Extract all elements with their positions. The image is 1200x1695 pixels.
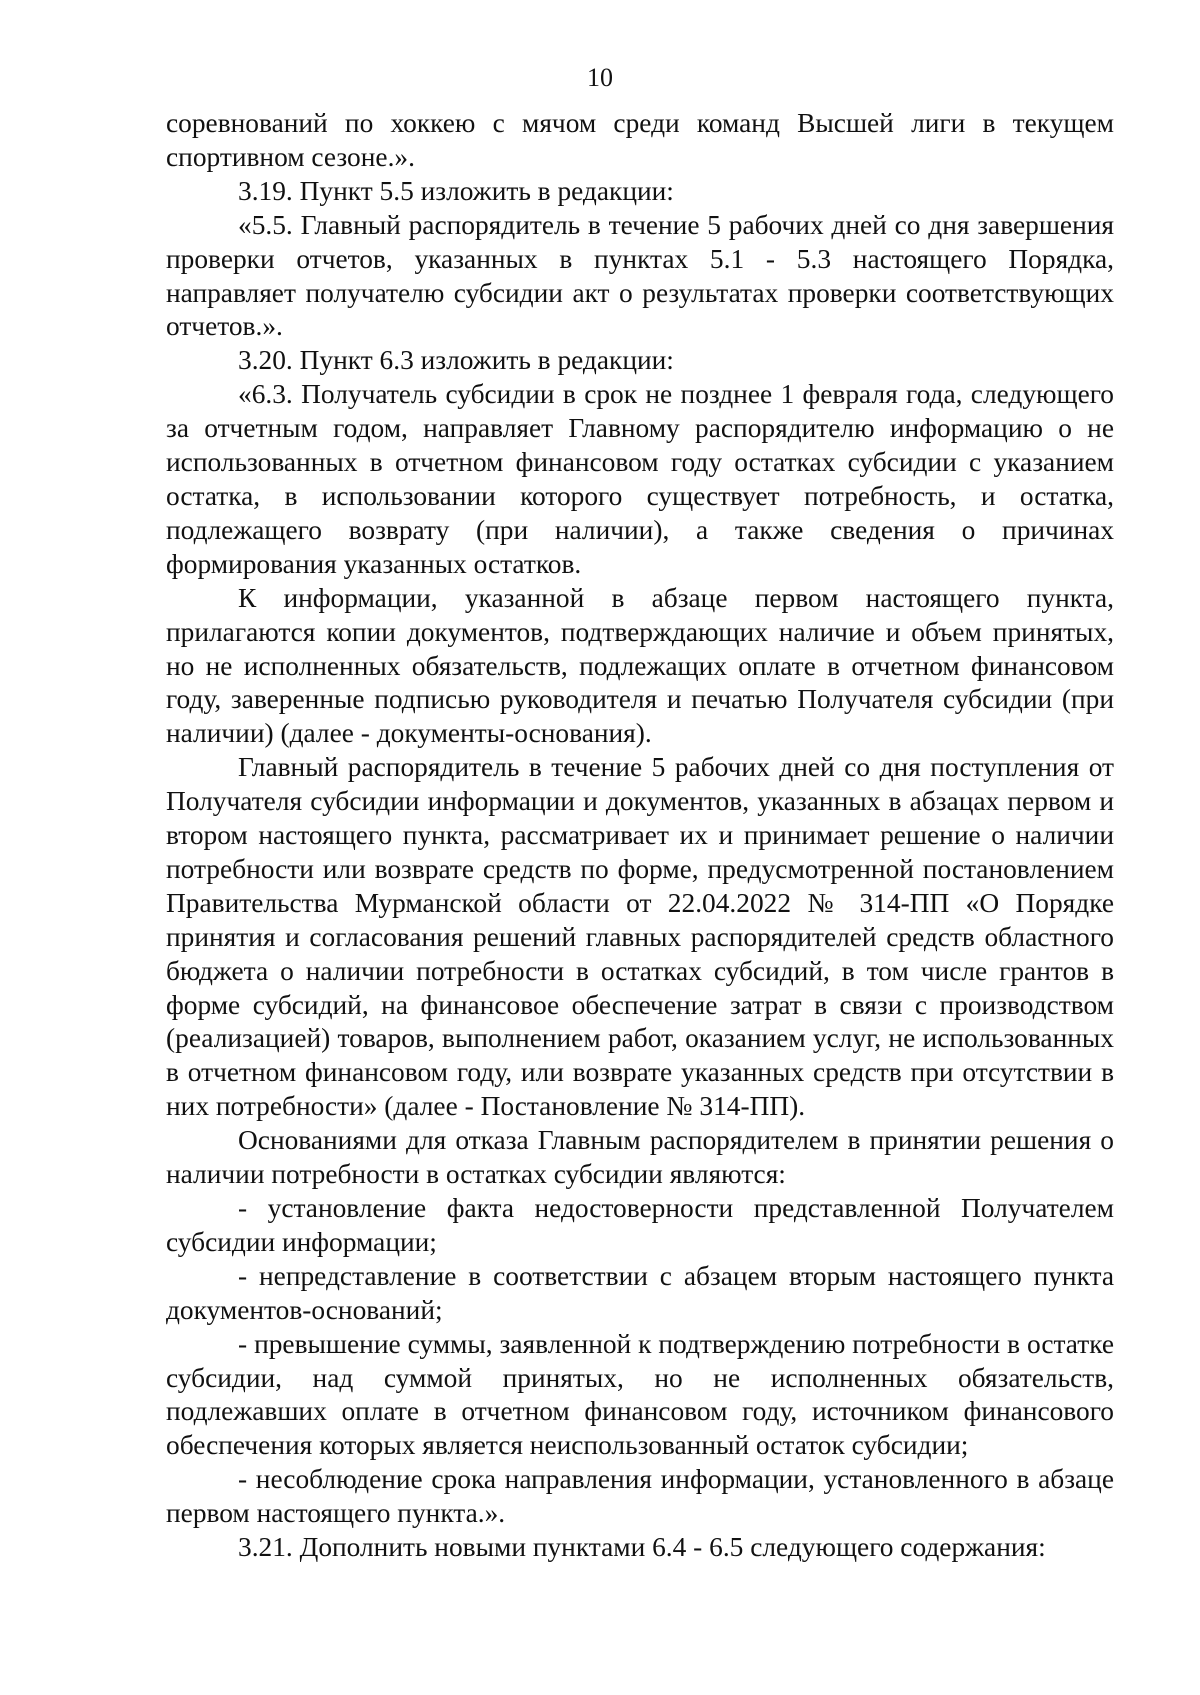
document-body bbox=[166, 107, 1114, 1565]
paragraph-item-3-19: 3.19. Пункт 5.5 изложить в редакции: bbox=[238, 175, 674, 206]
paragraph-item-3-20: 3.20. Пункт 6.3 изложить в редакции: bbox=[238, 345, 674, 376]
paragraph-item-3-21: 3.21. Дополнить новыми пунктами 6.4 - 6.5 следующего содержания: bbox=[238, 1532, 1046, 1563]
list-item-unreliable-info: - установление факта недостоверности представленной Получателем субсидии информации; bbox=[166, 1193, 1114, 1257]
page-number: 10 bbox=[587, 63, 613, 92]
paragraph-quote-6-3: «6.3. Получатель субсидии в срок не позднее 1 февраля года, следующего за отчетным годом, направляет Главному распорядителю информацию о не использованных в отчетном финансовом году остатках субсидии с указанием остатка, в использовании которого существует потребность, и остатка, подлежащего возврату (при наличии), а также сведения о причинах формирования указанных остатков. bbox=[166, 379, 1114, 579]
list-item-amount-excess: - превышение суммы, заявленной к подтверждению потребности в остатке субсидии, над суммой принятых, но не исполненных обязательств, подлежавших оплате в отчетном финансовом году, источником финансового обеспечения которых является неиспользованный остаток субсидии; bbox=[166, 1328, 1114, 1461]
list-item-deadline-violation: - несоблюдение срока направления информации, установленного в абзаце первом настоящего пункта.». bbox=[166, 1464, 1114, 1529]
paragraph-attachments: К информации, указанной в абзаце первом настоящего пункта, прилагаются копии документов, подтверждающих наличие и объем принятых, но не исполненных обязательств, подлежащих оплате в отчетном финансовом году, заверенные подписью руководителя и печатью Получателя субсидии (при наличии) (далее - документы-основания). bbox=[166, 582, 1114, 749]
list-item-missing-documents: - непредставление в соответствии с абзацем вторым настоящего пункта документов-оснований; bbox=[166, 1260, 1114, 1325]
paragraph-continuation: соревнований по хоккею с мячом среди команд Высшей лиги в текущем спортивном сезоне.». bbox=[166, 108, 1114, 172]
paragraph-refusal-grounds: Основаниями для отказа Главным распорядителем в принятии решения о наличии потребности в остатках субсидии являются: bbox=[166, 1125, 1114, 1190]
paragraph-quote-5-5: «5.5. Главный распорядитель в течение 5 рабочих дней со дня завершения проверки отчетов, указанных в пунктах 5.1 - 5.3 настоящего Порядка, направляет получателю субсидии акт о результатах проверки соответствующих отчетов.». bbox=[166, 209, 1114, 342]
paragraph-decision: Главный распорядитель в течение 5 рабочих дней со дня поступления от Получателя субсидии информации и документов, указанных в абзацах первом и втором настоящего пункта, рассматривает их и принимает решение о наличии потребности или возврате средств по форме, предусмотренной постановлением Правительства Мурманской области от 22.04.2022 № 314-ПП «О Порядке принятия и согласования решений главных распорядителей средств областного бюджета о наличии потребности в остатках субсидий, в том числе грантов в форме субсидий, на финансовое обеспечение затрат в связи с производством (реализацией) товаров, выполнением работ, оказанием услуг, не использованных в отчетном финансовом году, или возврате указанных средств при отсутствии в них потребности» (далее - Постановление № 314-ПП). bbox=[166, 752, 1114, 1122]
